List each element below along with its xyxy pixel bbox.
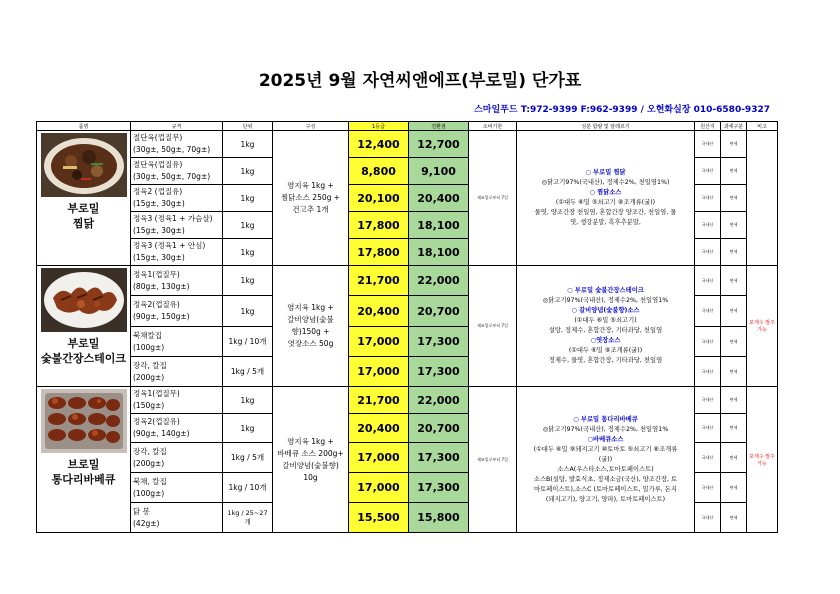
spec-line: (100g±) [133,488,165,498]
grade1-price: 17,000 [349,357,409,387]
contact-info: 스마일푸드 T:972-9399 F:962-9399 / 오현화실장 010-6580-9327 [474,105,770,115]
ingredient-line: 마토페이스트),소스C (토마토페이스트, 밀가루, 돈지 [534,485,677,493]
spec-line: 정육2(껍질유) [133,417,180,426]
converted-price: 20,400 [409,185,469,212]
origin-cell: 국내산 [695,266,721,296]
ingredient-line: 설탕, 정제수, 혼합간장, 기타과당, 천일염 [548,327,663,334]
origin-cell: 국내산 [695,158,721,185]
grade1-price: 17,000 [349,473,409,503]
origin-cell: 국내산 [695,503,721,533]
origin-cell: 국내산 [695,131,721,158]
shelf-life-cell: 제조일로부터 7일 [469,266,517,387]
spec-cell [131,503,223,533]
grade1-price: 21,700 [349,266,409,296]
unit-cell: 1kg / 5개 [223,357,273,387]
grade1-price: 20,100 [349,185,409,212]
table-row [37,266,778,296]
spec-cell [131,212,223,239]
spec-line: (200g±) [133,372,165,382]
table-row [37,131,778,158]
spec-cell [131,357,223,387]
ingredient-line: (①대두 ⑥밀 ⑤쇠고기) [574,317,637,324]
unit-cell: 1kg [223,387,273,414]
product-name-line: 찜닭 [72,217,95,230]
spec-line: (150g±) [133,401,165,410]
ingredient-line: (굴)) [598,455,613,463]
page-title: 2025년 9월 자연씨앤에프(부로밀) 단가표 [258,71,582,91]
converted-price: 9,100 [409,158,469,185]
ingredient-subtitle: ○바베큐소스 [587,435,624,443]
composition-line: 염지육 1kg + [287,436,334,446]
braised-chicken-photo [41,133,127,197]
ingredients-cell [517,387,695,533]
tax-cell: 면세 [721,357,747,387]
spec-line: 장각, 칼집 [133,446,167,456]
origin-cell: 국내산 [695,473,721,503]
unit-cell: 1kg [223,131,273,158]
spec-line: 장각, 칼집 [133,360,167,370]
tax-cell: 면세 [721,266,747,296]
converted-price: 20,700 [409,296,469,327]
ingredient-line: (①대두 ⑥밀 ⑨돼지고기 ⑩토마토 ⑤쇠고기 ⑧조개류 [533,445,678,453]
origin-cell: 국내산 [695,239,721,266]
spec-cell [131,327,223,357]
spec-cell [131,443,223,473]
remarks-cell: 포개수 발주 가능 [747,266,778,387]
converted-price: 12,700 [409,131,469,158]
spec-line: 정육1(껍질무) [133,389,180,398]
spec-line: 절단육(껍질무) [133,133,183,142]
spec-line: (15g±, 30g±) [133,199,185,208]
ingredient-line: ◎닭고기97%(국내산), 정제수2%, 천일염1% [542,425,669,433]
spec-cell [131,158,223,185]
converted-price: 17,300 [409,473,469,503]
composition-line: 엿장소스 50g [287,339,334,348]
spec-line: (90g±, 150g±) [133,312,190,321]
grade1-price: 20,400 [349,414,409,443]
tax-cell: 면세 [721,212,747,239]
composition-cell [273,266,349,387]
spec-line: 정육3 (정육1 + 안심) [133,241,206,250]
ingredient-line: (①대두 ⑥밀 ⑧조개류(굴)) [568,347,643,354]
origin-cell: 국내산 [695,185,721,212]
product-cell-bbq [37,387,131,533]
origin-cell: 국내산 [695,387,721,414]
converted-price: 17,300 [409,357,469,387]
composition-line: 바베큐 소스 200g+ [277,448,344,458]
ingredient-line: 소스A(우스타소스,토마토페이스트) [557,465,654,473]
composition-line: 10g [303,472,318,482]
tax-cell: 면세 [721,185,747,212]
converted-price: 17,300 [409,327,469,357]
tax-cell: 면세 [721,296,747,327]
spec-line: 정육1(껍질무) [133,269,180,279]
tax-cell: 면세 [721,131,747,158]
header-origin: 원산지 [695,122,721,131]
spec-line: 절단육(껍질유) [133,160,183,169]
ingredients-cell [517,266,695,387]
header-ingredients: 성분 함량 및 알레르기 [517,122,695,131]
ingredient-line: 물엿, 양조간장 천일염, 혼합간장 양조간, 천일염, 물 [534,209,677,216]
ingredient-line: (돼지고기), 양고기, 양파), 토마토페이스트) [545,495,666,503]
ingredient-title: ○ 부로밀 숯불간장스테이크 [567,287,644,294]
ingredient-title: ○ 부로밀 통다리바베큐 [573,415,638,423]
product-cell-jjimdak [37,131,131,266]
product-name-line: 숯불간장스테이크 [40,352,126,365]
unit-cell: 1kg [223,239,273,266]
composition-cell [273,387,349,533]
ingredient-subtitle: ○ 찜닭소스 [589,189,622,196]
table-row [37,387,778,414]
ingredient-line: 소스B(설탕, 발효식초, 정제소금(국산), 양조간장, 토 [533,475,678,483]
tax-cell: 면세 [721,443,747,473]
ingredient-subtitle: ○엿장소스 [590,337,621,344]
ingredient-line: ◎닭고기97%(국내산), 정제수2%, 천일염1%) [541,179,670,186]
spec-line: (80g±, 130g±) [133,281,190,291]
spec-cell [131,414,223,443]
tax-cell: 면세 [721,158,747,185]
ingredient-title: ○ 부로밀 찜닭 [585,169,626,176]
spec-line: (90g±, 140g±) [133,429,190,438]
spec-line: (42g±) [133,518,160,528]
header-unit: 단위 [223,122,273,131]
grade1-price: 17,800 [349,239,409,266]
grade1-price: 20,400 [349,296,409,327]
converted-price: 22,000 [409,387,469,414]
composition-line: 건고추 1개 [292,205,329,214]
spec-line: 북채, 칼집 [133,476,167,486]
spec-line: 정육3 (정육1 + 가슴살) [133,214,213,223]
converted-price: 18,100 [409,212,469,239]
price-table [36,121,778,533]
header-row [37,122,778,131]
spec-line: (15g±, 30g±) [133,253,185,262]
converted-price: 18,100 [409,239,469,266]
spec-line: 정육2 (껍질유) [133,187,183,196]
product-name-line: 브로밀 [67,458,100,471]
unit-cell: 1kg [223,185,273,212]
header-remarks: 비고 [747,122,778,131]
grade1-price: 17,800 [349,212,409,239]
spec-line: 닭 봉 [133,506,150,516]
unit-cell: 1kg / 10개 [223,327,273,357]
grilled-steak-photo [41,268,127,332]
grade1-price: 8,800 [349,158,409,185]
converted-price: 17,300 [409,443,469,473]
spec-cell [131,131,223,158]
unit-cell: 1kg [223,296,273,327]
unit-cell: 1kg [223,158,273,185]
tax-cell: 면세 [721,327,747,357]
tax-cell: 면세 [721,387,747,414]
composition-line: 염지육 1kg + [287,181,334,190]
spec-cell [131,296,223,327]
converted-price: 20,700 [409,414,469,443]
unit-cell: 1kg [223,266,273,296]
bbq-drumstick-photo [41,389,127,453]
unit-cell: 1kg [223,212,273,239]
shelf-life-cell: 제조일로부터 7일 [469,131,517,266]
composition-line: 갈비양념(숯불 [287,315,334,324]
ingredient-subtitle: ○ 갈비양념(숯불향)소스 [571,307,640,314]
spec-line: (30g±, 50g±, 70g±) [133,145,211,154]
product-name-line: 부로밀 [67,337,100,350]
grade1-price: 17,000 [349,327,409,357]
unit-cell: 1kg / 25~27개 [223,503,273,533]
unit-cell: 1kg / 10개 [223,473,273,503]
shelf-life-cell: 제조일로부터 7일 [469,387,517,533]
spec-cell [131,185,223,212]
composition-line: 찜닭소스 250g + [280,193,341,202]
spec-line: 정육2(껍질유) [133,300,180,309]
composition-line: 향)150g + [291,327,330,336]
tax-cell: 면세 [721,414,747,443]
spec-cell [131,473,223,503]
header-grade1: 1등급 [349,122,409,131]
ingredient-line: 정제수, 물엿, 혼합간장, 기타과당, 천일염 [548,357,663,364]
converted-price: 22,000 [409,266,469,296]
spec-line: (200g±) [133,458,165,468]
composition-cell [273,131,349,266]
origin-cell: 국내산 [695,296,721,327]
origin-cell: 국내산 [695,212,721,239]
grade1-price: 15,500 [349,503,409,533]
spec-line: (30g±, 50g±, 70g±) [133,172,211,181]
unit-cell: 1kg [223,414,273,443]
spec-line: (15g±, 30g±) [133,226,185,235]
spec-cell [131,387,223,414]
spec-line: (100g±) [133,342,165,352]
origin-cell: 국내산 [695,327,721,357]
spec-line: 북채칼집 [133,330,162,340]
remarks-cell: 포개수 발주 가능 [747,387,778,533]
tax-cell: 면세 [721,473,747,503]
header-composition: 구성 [273,122,349,131]
remarks-cell [747,131,778,266]
composition-line: 갈비양념(숯불향) [282,460,339,470]
origin-cell: 국내산 [695,357,721,387]
ingredient-line: (①대두 ⑥밀 ⑤쇠고기 ⑧조개류(굴)) [555,199,656,206]
grade1-price: 21,700 [349,387,409,414]
spec-cell [131,266,223,296]
product-name-line: 부로밀 [67,202,100,215]
origin-cell: 국내산 [695,414,721,443]
ingredient-line: ◎닭고기97%(국내산), 정제수2%, 천일염1% [542,297,669,304]
header-shelf-life: 소비기한 [469,122,517,131]
tax-cell: 면세 [721,503,747,533]
unit-cell: 1kg / 5개 [223,443,273,473]
header-converted: 전환점 [409,122,469,131]
header-spec: 규격 [131,122,223,131]
header-tax: 과세구분 [721,122,747,131]
origin-cell: 국내산 [695,443,721,473]
header-product: 품명 [37,122,131,131]
composition-line: 염지육 1kg + [287,303,334,312]
tax-cell: 면세 [721,239,747,266]
ingredients-cell [517,131,695,266]
ingredient-line: 엿, 생강분말, 흑후추분말, [570,219,641,226]
grade1-price: 12,400 [349,131,409,158]
converted-price: 15,800 [409,503,469,533]
grade1-price: 17,000 [349,443,409,473]
product-cell-steak [37,266,131,387]
product-name-line: 통다리바베큐 [51,473,116,486]
spec-cell [131,239,223,266]
